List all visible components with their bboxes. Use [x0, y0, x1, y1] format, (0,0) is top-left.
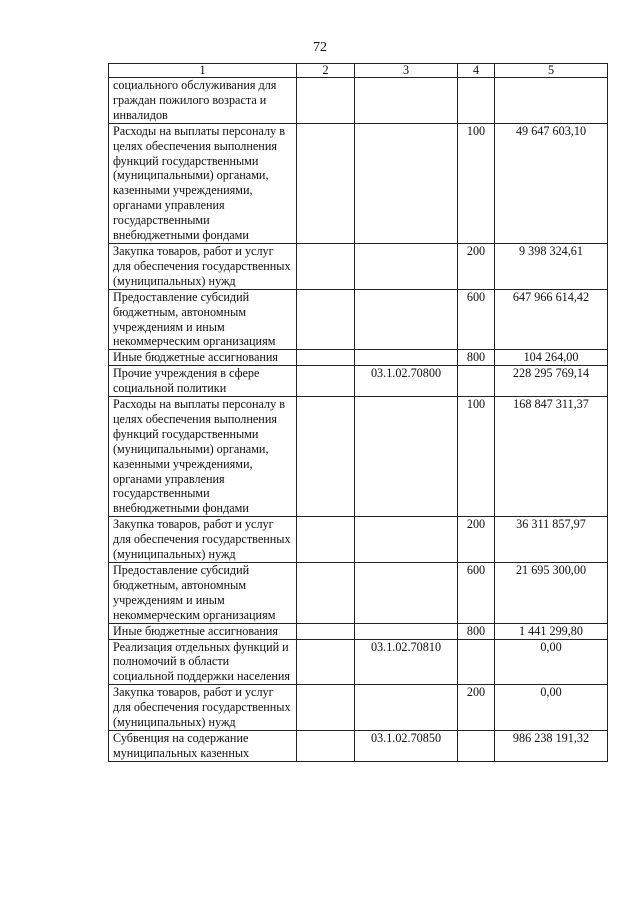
code-cell [355, 685, 458, 731]
amount-cell: 0,00 [495, 639, 608, 685]
table-row [109, 289, 608, 350]
expense-type-cell [458, 730, 495, 761]
table-row [109, 397, 608, 517]
budget-table [108, 63, 608, 762]
column2-cell [297, 517, 355, 563]
column-header-1: 1 [109, 64, 297, 78]
code-cell: 03.1.02.70800 [355, 366, 458, 397]
column-header-3: 3 [355, 64, 458, 78]
expense-type-cell: 100 [458, 397, 495, 517]
amount-cell [495, 78, 608, 124]
description-cell: Иные бюджетные ассигнования [109, 623, 297, 639]
column2-cell [297, 730, 355, 761]
code-cell [355, 243, 458, 289]
description-cell: Предоставление субсидий бюджетным, автономным учреждениям и иным некоммерческим организациям [109, 563, 297, 624]
description-cell: социального обслуживания для граждан пожилого возраста и инвалидов [109, 78, 297, 124]
code-cell [355, 517, 458, 563]
code-cell: 03.1.02.70850 [355, 730, 458, 761]
table-body [109, 78, 608, 762]
description-cell: Иные бюджетные ассигнования [109, 350, 297, 366]
code-cell [355, 563, 458, 624]
description-cell: Закупка товаров, работ и услуг для обеспечения государственных (муниципальных) нужд [109, 243, 297, 289]
column2-cell [297, 639, 355, 685]
expense-type-cell: 800 [458, 623, 495, 639]
description-cell: Закупка товаров, работ и услуг для обеспечения государственных (муниципальных) нужд [109, 517, 297, 563]
expense-type-cell: 800 [458, 350, 495, 366]
amount-cell: 9 398 324,61 [495, 243, 608, 289]
amount-cell: 647 966 614,42 [495, 289, 608, 350]
expense-type-cell [458, 78, 495, 124]
amount-cell: 168 847 311,37 [495, 397, 608, 517]
amount-cell: 21 695 300,00 [495, 563, 608, 624]
column2-cell [297, 623, 355, 639]
expense-type-cell [458, 639, 495, 685]
amount-cell: 104 264,00 [495, 350, 608, 366]
expense-type-cell: 600 [458, 563, 495, 624]
header-row [109, 64, 608, 78]
expense-type-cell: 100 [458, 123, 495, 243]
amount-cell: 1 441 299,80 [495, 623, 608, 639]
table-row [109, 350, 608, 366]
description-cell: Закупка товаров, работ и услуг для обеспечения государственных (муниципальных) нужд [109, 685, 297, 731]
table-row [109, 123, 608, 243]
description-cell: Предоставление субсидий бюджетным, автономным учреждениям и иным некоммерческим организациям [109, 289, 297, 350]
table-row [109, 243, 608, 289]
expense-type-cell: 600 [458, 289, 495, 350]
code-cell [355, 289, 458, 350]
amount-cell: 0,00 [495, 685, 608, 731]
description-cell: Расходы на выплаты персоналу в целях обеспечения выполнения функций государственными (муниципальными) органами, казенными учреждениями, органами управления государственными внебюджетными фондами [109, 123, 297, 243]
description-cell: Расходы на выплаты персоналу в целях обеспечения выполнения функций государственными (муниципальными) органами, казенными учреждениями, органами управления государственными внебюджетными фондами [109, 397, 297, 517]
column2-cell [297, 78, 355, 124]
column2-cell [297, 563, 355, 624]
expense-type-cell: 200 [458, 243, 495, 289]
page-number: 72 [313, 40, 327, 55]
expense-type-cell: 200 [458, 517, 495, 563]
column2-cell [297, 685, 355, 731]
expense-type-cell: 200 [458, 685, 495, 731]
amount-cell: 986 238 191,32 [495, 730, 608, 761]
table-row [109, 563, 608, 624]
column2-cell [297, 243, 355, 289]
code-cell [355, 350, 458, 366]
table-row [109, 623, 608, 639]
table-row [109, 730, 608, 761]
table-row [109, 517, 608, 563]
column2-cell [297, 350, 355, 366]
table-row [109, 685, 608, 731]
code-cell [355, 123, 458, 243]
amount-cell: 228 295 769,14 [495, 366, 608, 397]
column2-cell [297, 366, 355, 397]
column2-cell [297, 397, 355, 517]
description-cell: Субвенция на содержание муниципальных казенных [109, 730, 297, 761]
description-cell: Прочие учреждения в сфере социальной политики [109, 366, 297, 397]
column2-cell [297, 289, 355, 350]
amount-cell: 36 311 857,97 [495, 517, 608, 563]
code-cell [355, 78, 458, 124]
code-cell [355, 623, 458, 639]
column-header-4: 4 [458, 64, 495, 78]
table-row [109, 78, 608, 124]
description-cell: Реализация отдельных функций и полномочий в области социальной поддержки населения [109, 639, 297, 685]
code-cell [355, 397, 458, 517]
column-header-2: 2 [297, 64, 355, 78]
expense-type-cell [458, 366, 495, 397]
column2-cell [297, 123, 355, 243]
column-header-5: 5 [495, 64, 608, 78]
table-row [109, 366, 608, 397]
amount-cell: 49 647 603,10 [495, 123, 608, 243]
code-cell: 03.1.02.70810 [355, 639, 458, 685]
table-row [109, 639, 608, 685]
